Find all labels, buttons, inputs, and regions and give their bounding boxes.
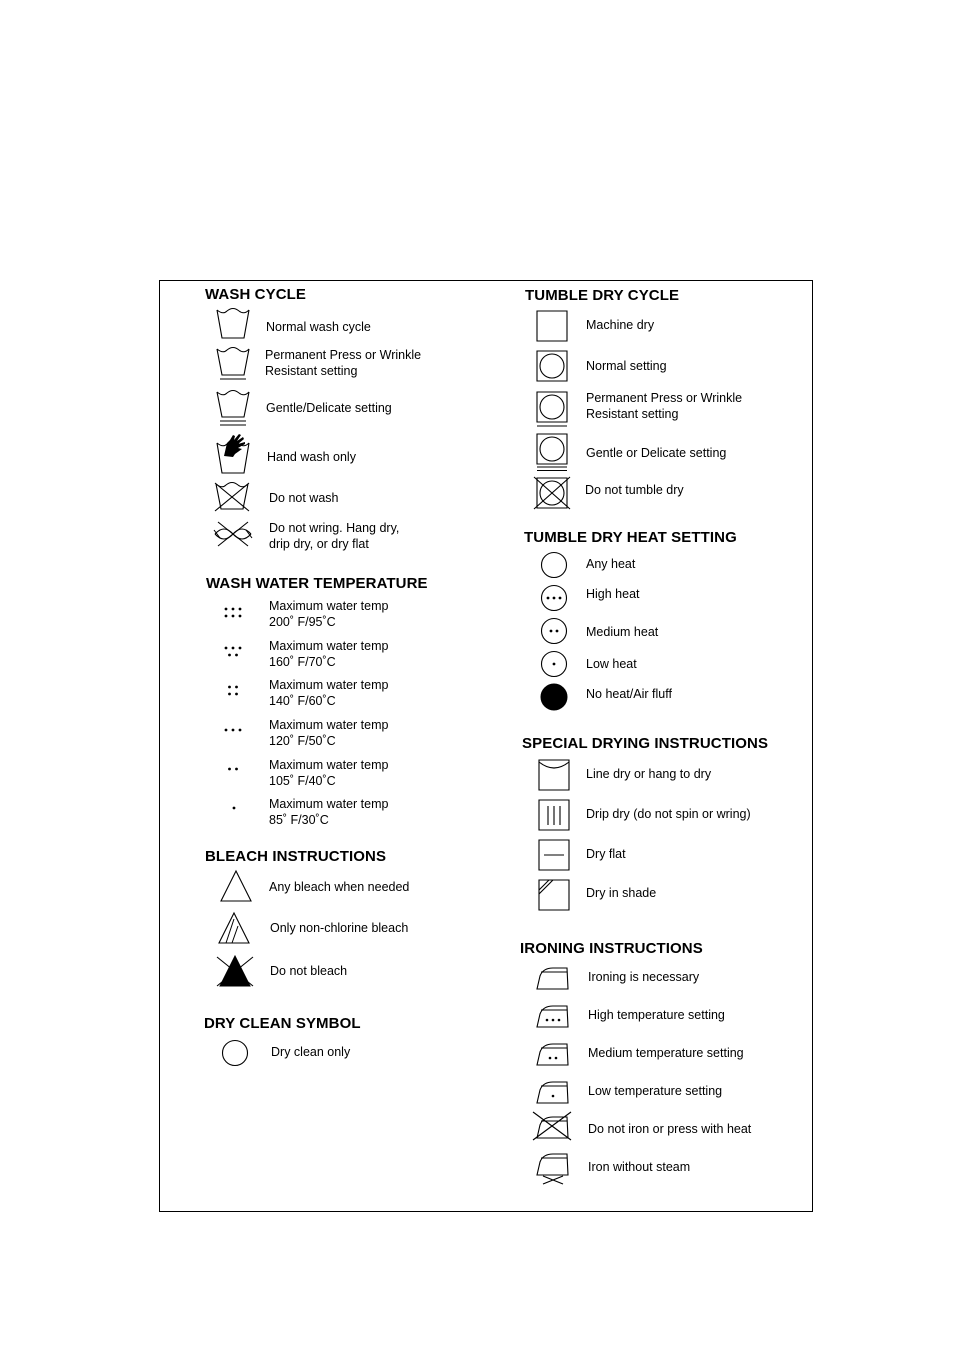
wash-normal-label: Normal wash cycle [266,320,371,334]
washtub-one-bar-icon [215,347,251,383]
tumble-permanent-press-label: Permanent Press or Wrinkle Resistant setting [586,391,743,421]
three-dots-icon [222,722,244,738]
four-dots-icon [222,683,244,699]
one-dot-icon [222,800,244,816]
washtub-two-bars-icon [215,390,251,428]
triangle-crossed-icon [215,953,255,989]
square-drip-dry-icon [537,798,571,832]
circle-one-dot-icon [539,649,569,679]
iron-no-steam-icon [533,1148,573,1186]
square-circle-crossed-icon [533,476,571,510]
five-dots-icon [222,644,244,660]
filled-circle-icon [539,682,569,712]
iron-do-not-label: Do not iron or press with heat [588,1122,752,1136]
bleach-do-not-label: Do not bleach [270,964,348,978]
iron-three-dots-icon [533,1000,573,1030]
iron-crossed-icon [531,1110,573,1142]
heat-high-label: High heat [586,587,640,601]
square-circle-icon [535,349,569,383]
iron-medium-label: Medium temperature setting [588,1046,744,1060]
temp-105-label: Maximum water temp 105˚ F/40˚C [269,758,389,788]
temp-200-label: Maximum water temp 200˚ F/95˚C [269,599,389,629]
iron-high-label: High temperature setting [588,1008,725,1022]
heat-none-label: No heat/Air fluff [586,687,672,701]
circle-three-dots-icon [539,583,569,613]
square-icon [535,309,569,343]
wash-do-not-wring-label: Do not wring. Hang dry, drip dry, or dry flat [269,521,400,551]
dry-shade-label: Dry in shade [586,886,657,900]
tumble-do-not-label: Do not tumble dry [585,483,684,497]
square-shade-icon [537,878,571,912]
triangle-striped-icon [216,911,252,945]
wash-do-not-wash-label: Do not wash [269,491,339,505]
wring-crossed-icon [212,520,254,548]
square-circle-two-bars-icon [535,432,569,472]
dry-clean-circle-icon [220,1038,250,1068]
dry-clean-only-label: Dry clean only [271,1045,351,1059]
two-dots-icon [222,761,244,777]
wash-hand-label: Hand wash only [267,450,356,464]
washtub-icon [215,306,251,342]
tumble-dry-cycle-title: TUMBLE DRY CYCLE [525,287,680,304]
square-dry-flat-icon [537,838,571,872]
wash-water-temperature-title: WASH WATER TEMPERATURE [206,575,428,592]
iron-one-dot-icon [533,1076,573,1106]
iron-low-label: Low temperature setting [588,1084,723,1098]
circle-two-dots-icon [539,616,569,646]
tumble-dry-heat-setting-title: TUMBLE DRY HEAT SETTING [524,529,737,546]
square-line-dry-icon [537,758,571,792]
triangle-icon [218,869,254,903]
square-circle-one-bar-icon [535,390,569,428]
temp-140-label: Maximum water temp 140˚ F/60˚C [269,678,389,708]
iron-icon [533,962,573,992]
bleach-instructions-title: BLEACH INSTRUCTIONS [205,848,387,865]
ironing-instructions-title: IRONING INSTRUCTIONS [520,940,703,957]
temp-120-label: Maximum water temp 120˚ F/50˚C [269,718,389,748]
wash-permanent-press-label: Permanent Press or Wrinkle Resistant setting [265,348,422,378]
iron-two-dots-icon [533,1038,573,1068]
special-drying-instructions-title: SPECIAL DRYING INSTRUCTIONS [522,735,769,752]
heat-medium-label: Medium heat [586,625,659,639]
heat-any-label: Any heat [586,557,636,571]
bleach-any-label: Any bleach when needed [269,880,410,894]
temp-160-label: Maximum water temp 160˚ F/70˚C [269,639,389,669]
dry-flat-label: Dry flat [586,847,626,861]
iron-necessary-label: Ironing is necessary [588,970,700,984]
wash-gentle-label: Gentle/Delicate setting [266,401,392,415]
circle-icon [539,550,569,580]
wash-cycle-title: WASH CYCLE [205,286,307,303]
tumble-gentle-label: Gentle or Delicate setting [586,446,727,460]
iron-no-steam-label: Iron without steam [588,1160,691,1174]
dry-clean-symbol-title: DRY CLEAN SYMBOL [204,1015,361,1032]
dry-drip-label: Drip dry (do not spin or wring) [586,807,751,821]
dry-line-label: Line dry or hang to dry [586,767,712,781]
tumble-machine-dry-label: Machine dry [586,318,655,332]
heat-low-label: Low heat [586,657,637,671]
washtub-hand-icon [215,433,251,475]
washtub-crossed-icon [213,480,251,514]
tumble-normal-label: Normal setting [586,359,667,373]
bleach-non-chlorine-label: Only non-chlorine bleach [270,921,409,935]
temp-85-label: Maximum water temp 85˚ F/30˚C [269,797,389,827]
six-dots-icon [222,605,244,621]
